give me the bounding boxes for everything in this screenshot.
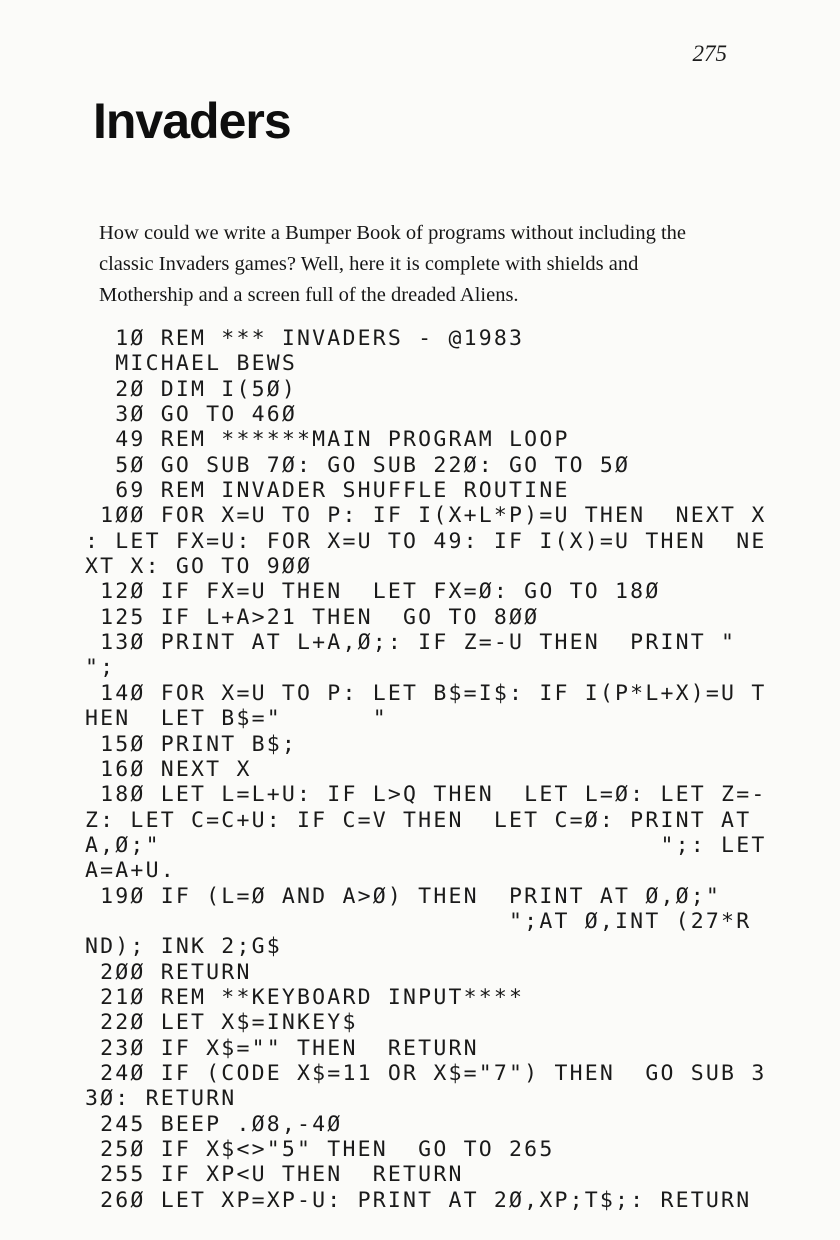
code-line: 1ØØ FOR X=U TO P: IF I(X+L*P)=U THEN NEXT X [85, 503, 767, 529]
code-line: ND); INK 2;G$ [85, 934, 282, 960]
code-line: 24Ø IF (CODE X$=11 OR X$="7") THEN GO SUB 3 [85, 1060, 767, 1086]
code-line: "; [85, 655, 116, 681]
code-line: 18Ø LET L=L+U: IF L>Q THEN LET L=Ø: LET Z=- [85, 782, 767, 808]
code-line: 69 REM INVADER SHUFFLE ROUTINE [85, 478, 570, 504]
code-line: 2ØØ RETURN [85, 959, 252, 985]
code-line: 21Ø REM **KEYBOARD INPUT**** [85, 984, 525, 1010]
basic-code-listing [85, 326, 766, 1213]
code-line: 13Ø PRINT AT L+A,Ø;: IF Z=-U THEN PRINT " [85, 630, 737, 656]
code-line: A=A+U. [85, 858, 176, 884]
page-number: 275 [692, 41, 727, 66]
code-line: 22Ø LET X$=INKEY$ [85, 1010, 358, 1036]
intro-paragraph [99, 218, 686, 311]
code-line: 23Ø IF X$="" THEN RETURN [85, 1035, 479, 1061]
code-line: ";AT Ø,INT (27*R [85, 908, 752, 934]
code-line: 12Ø IF FX=U THEN LET FX=Ø: GO TO 18Ø [85, 579, 661, 605]
code-line: MICHAEL BEWS [85, 351, 298, 377]
code-line: 15Ø PRINT B$; [85, 731, 298, 757]
code-line: Z: LET C=C+U: IF C=V THEN LET C=Ø: PRINT AT [85, 807, 752, 833]
code-line: 125 IF L+A>21 THEN GO TO 8ØØ [85, 604, 540, 630]
code-line: 5Ø GO SUB 7Ø: GO SUB 22Ø: GO TO 5Ø [85, 452, 631, 478]
code-line: 3Ø GO TO 46Ø [85, 402, 298, 428]
code-line: 245 BEEP .Ø8,-4Ø [85, 1111, 343, 1137]
code-line: 3Ø: RETURN [85, 1086, 237, 1112]
code-line: 26Ø LET XP=XP-U: PRINT AT 2Ø,XP;T$;: RETURN [85, 1187, 752, 1213]
code-line: XT X: GO TO 9ØØ [85, 554, 313, 580]
code-line: HEN LET B$=" " [85, 706, 388, 732]
code-line: 16Ø NEXT X [85, 756, 252, 782]
intro-line: Mothership and a screen full of the dreaded Aliens. [99, 284, 519, 306]
intro-line: How could we write a Bumper Book of programs without including the [99, 222, 686, 244]
code-line: 49 REM ******MAIN PROGRAM LOOP [85, 427, 570, 453]
code-line: 25Ø IF X$<>"5" THEN GO TO 265 [85, 1137, 555, 1162]
code-line: A,Ø;" ";: LET [85, 832, 767, 858]
code-line: 255 IF XP<U THEN RETURN [85, 1162, 464, 1188]
code-line: 14Ø FOR X=U TO P: LET B$=I$: IF I(P*L+X)=U T [85, 680, 767, 706]
code-line: 19Ø IF (L=Ø AND A>Ø) THEN PRINT AT Ø,Ø;" [85, 883, 722, 909]
code-line: 2Ø DIM I(5Ø) [85, 376, 298, 402]
intro-line: classic Invaders games? Well, here it is complete with shields and [99, 253, 639, 275]
code-line: 1Ø REM *** INVADERS - @1983 [85, 326, 525, 351]
code-line: : LET FX=U: FOR X=U TO 49: IF I(X)=U THEN NE [85, 528, 767, 554]
chapter-title: Invaders [93, 93, 291, 149]
